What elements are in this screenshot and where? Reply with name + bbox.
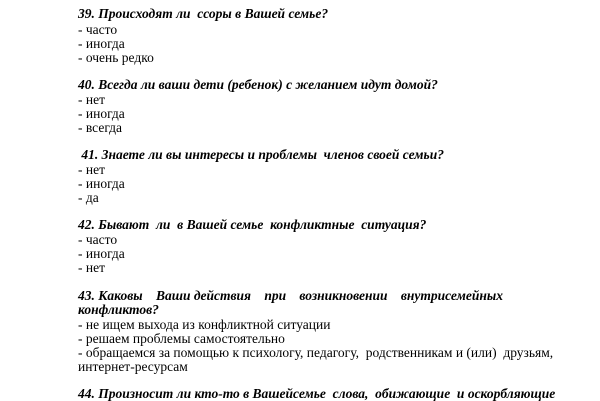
question-41-option-1: - нет bbox=[78, 162, 105, 177]
question-44-title-part-2: семье слова, обижающие и оскорбляющие bbox=[293, 386, 556, 401]
question-39-option-1: - часто bbox=[78, 22, 118, 37]
question-42-option-2: - иногда bbox=[78, 246, 125, 261]
question-42-option-3: - нет bbox=[78, 260, 105, 275]
question-43-option-3: - обращаемся за помощью к психологу, педагогу, родственникам и (или) друзьям, bbox=[78, 345, 554, 360]
question-39-title: 39. Происходят ли ссоры в Вашей семье? bbox=[78, 6, 329, 21]
question-44-title bbox=[78, 386, 556, 401]
question-39-option-2: - иногда bbox=[78, 36, 125, 51]
question-41-option-3: - да bbox=[78, 190, 99, 205]
question-43-option-1: - не ищем выхода из конфликтной ситуации bbox=[78, 317, 331, 332]
question-41-title: 41. Знаете ли вы интересы и проблемы членов своей семьи? bbox=[78, 147, 444, 162]
question-39-option-3: - очень редко bbox=[78, 50, 154, 65]
question-43-word: внутрисемейных bbox=[400, 288, 503, 303]
question-40-option-1: - нет bbox=[78, 92, 105, 107]
question-43-word: Ваши действия bbox=[155, 288, 252, 303]
question-43-word: при bbox=[264, 288, 287, 303]
question-43-word: 43. Каковы bbox=[78, 288, 143, 303]
question-43-word: возникновении bbox=[299, 288, 388, 303]
question-40-title: 40. Всегда ли ваши дети (ребенок) с желанием идут домой? bbox=[78, 77, 438, 92]
question-43-title bbox=[78, 289, 503, 317]
question-44-title-part-1: 44. Произносит ли кто-то в Вашей bbox=[78, 386, 294, 401]
question-43-title-line-1 bbox=[78, 289, 503, 303]
question-43-option-3-continued: интернет-ресурсам bbox=[78, 359, 188, 374]
question-40-option-3: - всегда bbox=[78, 120, 123, 135]
question-41-option-2: - иногда bbox=[78, 176, 125, 191]
question-43-option-2: - решаем проблемы самостоятельно bbox=[78, 331, 285, 346]
question-43-title-line-2: конфликтов? bbox=[78, 302, 159, 317]
question-40-option-2: - иногда bbox=[78, 106, 125, 121]
question-42-title: 42. Бывают ли в Вашей семье конфликтные ситуация? bbox=[78, 217, 427, 232]
question-42-option-1: - часто bbox=[78, 232, 118, 247]
